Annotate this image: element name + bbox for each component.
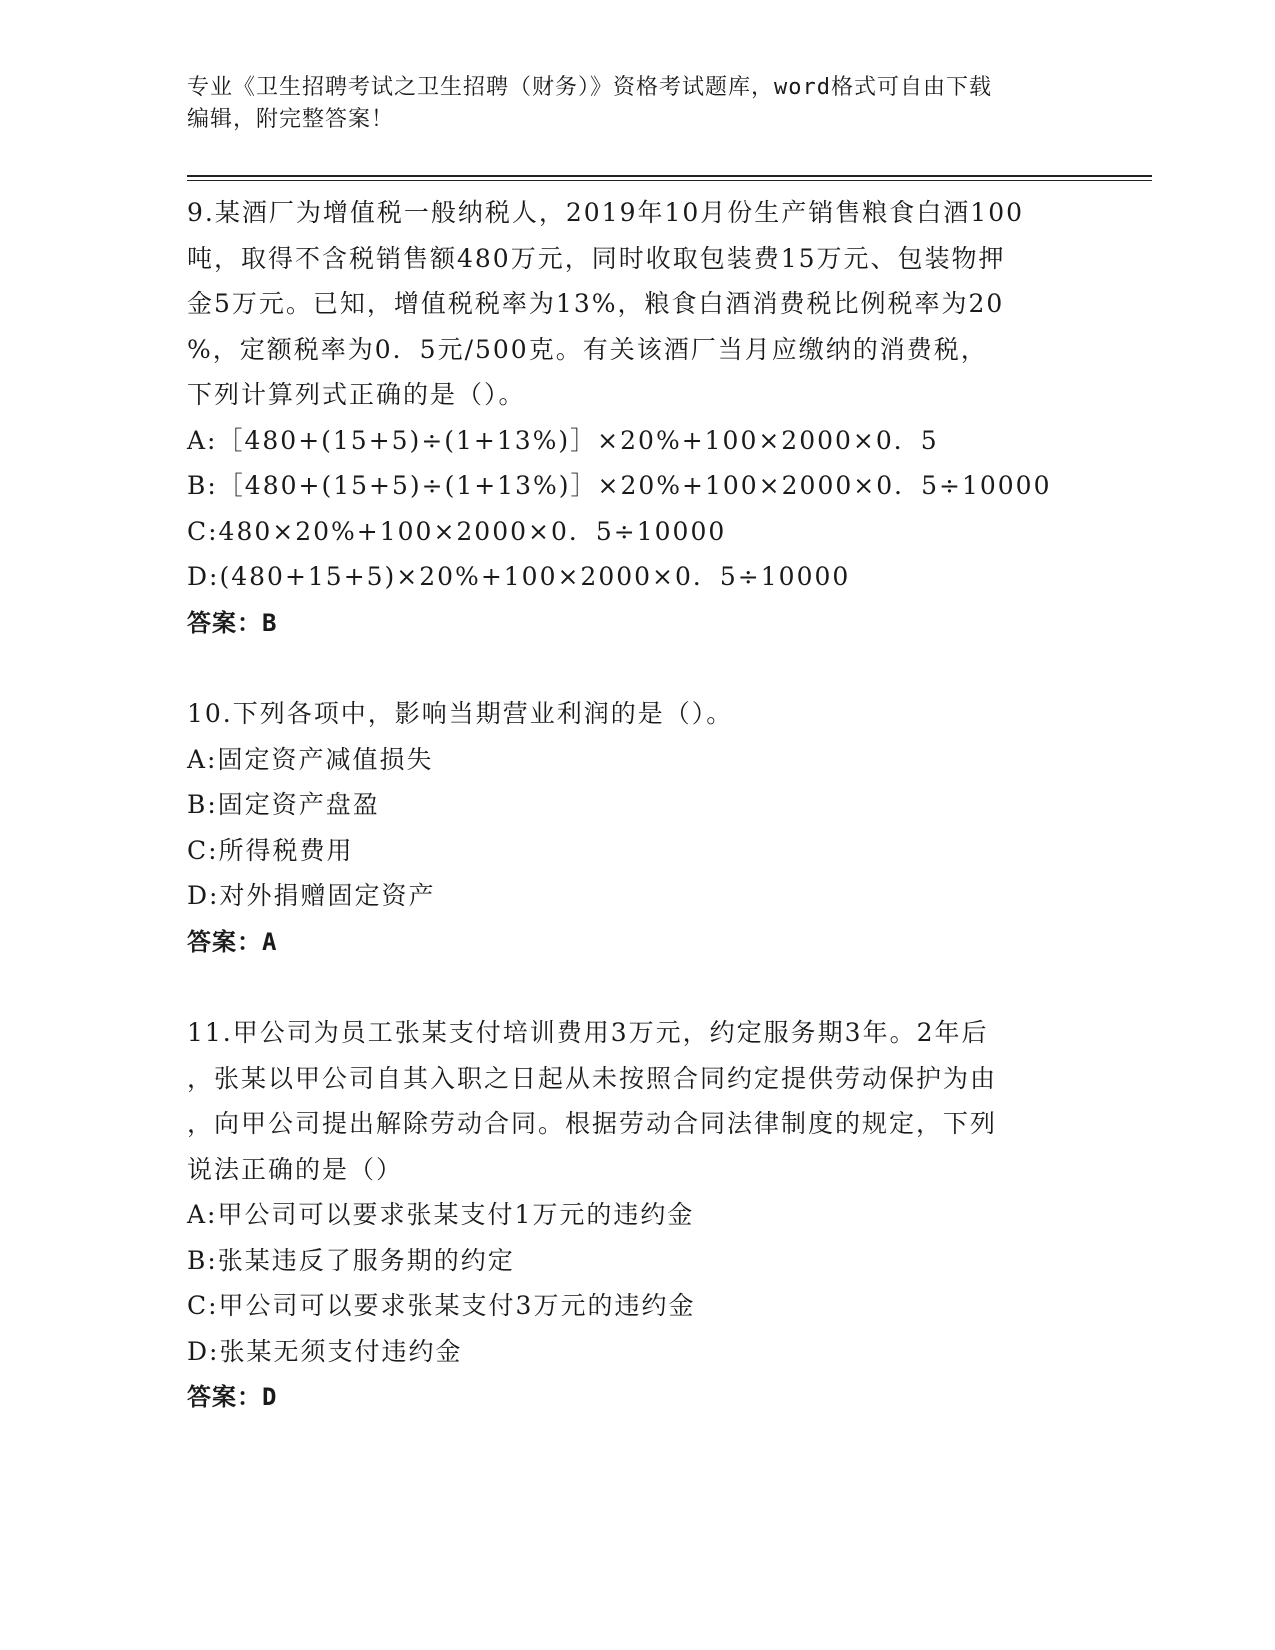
option-b: B:［480+(15+5)÷(1+13%)］×20%+100×2000×0．5÷10000 — [187, 471, 1052, 500]
question-stem-line: 吨，取得不含税销售额480万元，同时收取包装费15万元、包装物押 — [187, 243, 1006, 273]
option-d: D:对外捐赠固定资产 — [187, 881, 436, 910]
question-list — [187, 190, 1087, 1420]
answer-label: 答案：B — [187, 608, 278, 637]
question-stem-line: %，定额税率为0．5元/500克。有关该酒厂当月应缴纳的消费税， — [187, 334, 988, 364]
header-divider — [187, 175, 1152, 181]
option-a: A:甲公司可以要求张某支付1万元的违约金 — [187, 1200, 695, 1229]
question-stem-line: 11.甲公司为员工张某支付培训费用3万元，约定服务期3年。2年后 — [187, 1018, 989, 1047]
option-b: B:固定资产盘盈 — [187, 790, 380, 819]
question-10 — [187, 691, 1087, 965]
option-c: C:480×20%+100×2000×0．5÷10000 — [187, 516, 727, 546]
option-c: C:甲公司可以要求张某支付3万元的违约金 — [187, 1291, 696, 1320]
header-line-1: 专业《卫生招聘考试之卫生招聘（财务）》资格考试题库，word格式可自由下载 — [187, 75, 992, 100]
document-header — [187, 72, 1087, 136]
question-stem-line: 金5万元。已知，增值税税率为13%，粮食白酒消费税比例税率为20 — [187, 289, 1005, 318]
question-stem-line: 下列计算列式正确的是（）。 — [187, 380, 526, 409]
question-stem-line: ，张某以甲公司自其入职之日起从未按照合同约定提供劳动保护为由 — [187, 1063, 998, 1093]
option-d: D:张某无须支付违约金 — [187, 1336, 463, 1366]
option-d: D:(480+15+5)×20%+100×2000×0．5÷10000 — [187, 562, 851, 591]
question-stem-line: 9.某酒厂为增值税一般纳税人，2019年10月份生产销售粮食白酒100 — [187, 198, 1025, 227]
answer-label: 答案：A — [187, 927, 278, 956]
question-stem-line: 10.下列各项中，影响当期营业利润的是（）。 — [187, 699, 734, 728]
option-a: A:［480+(15+5)÷(1+13%)］×20%+100×2000×0．5 — [187, 425, 939, 455]
question-11 — [187, 1010, 1087, 1420]
question-stem-line: ，向甲公司提出解除劳动合同。根据劳动合同法律制度的规定，下列 — [187, 1109, 998, 1138]
answer-label: 答案：D — [187, 1383, 278, 1411]
header-line-2: 编辑，附完整答案！ — [187, 107, 395, 132]
question-stem-line: 说法正确的是（） — [187, 1154, 404, 1184]
option-b: B:张某违反了服务期的约定 — [187, 1245, 515, 1275]
option-a: A:固定资产减值损失 — [187, 744, 434, 774]
option-c: C:所得税费用 — [187, 835, 354, 865]
question-9 — [187, 190, 1087, 646]
